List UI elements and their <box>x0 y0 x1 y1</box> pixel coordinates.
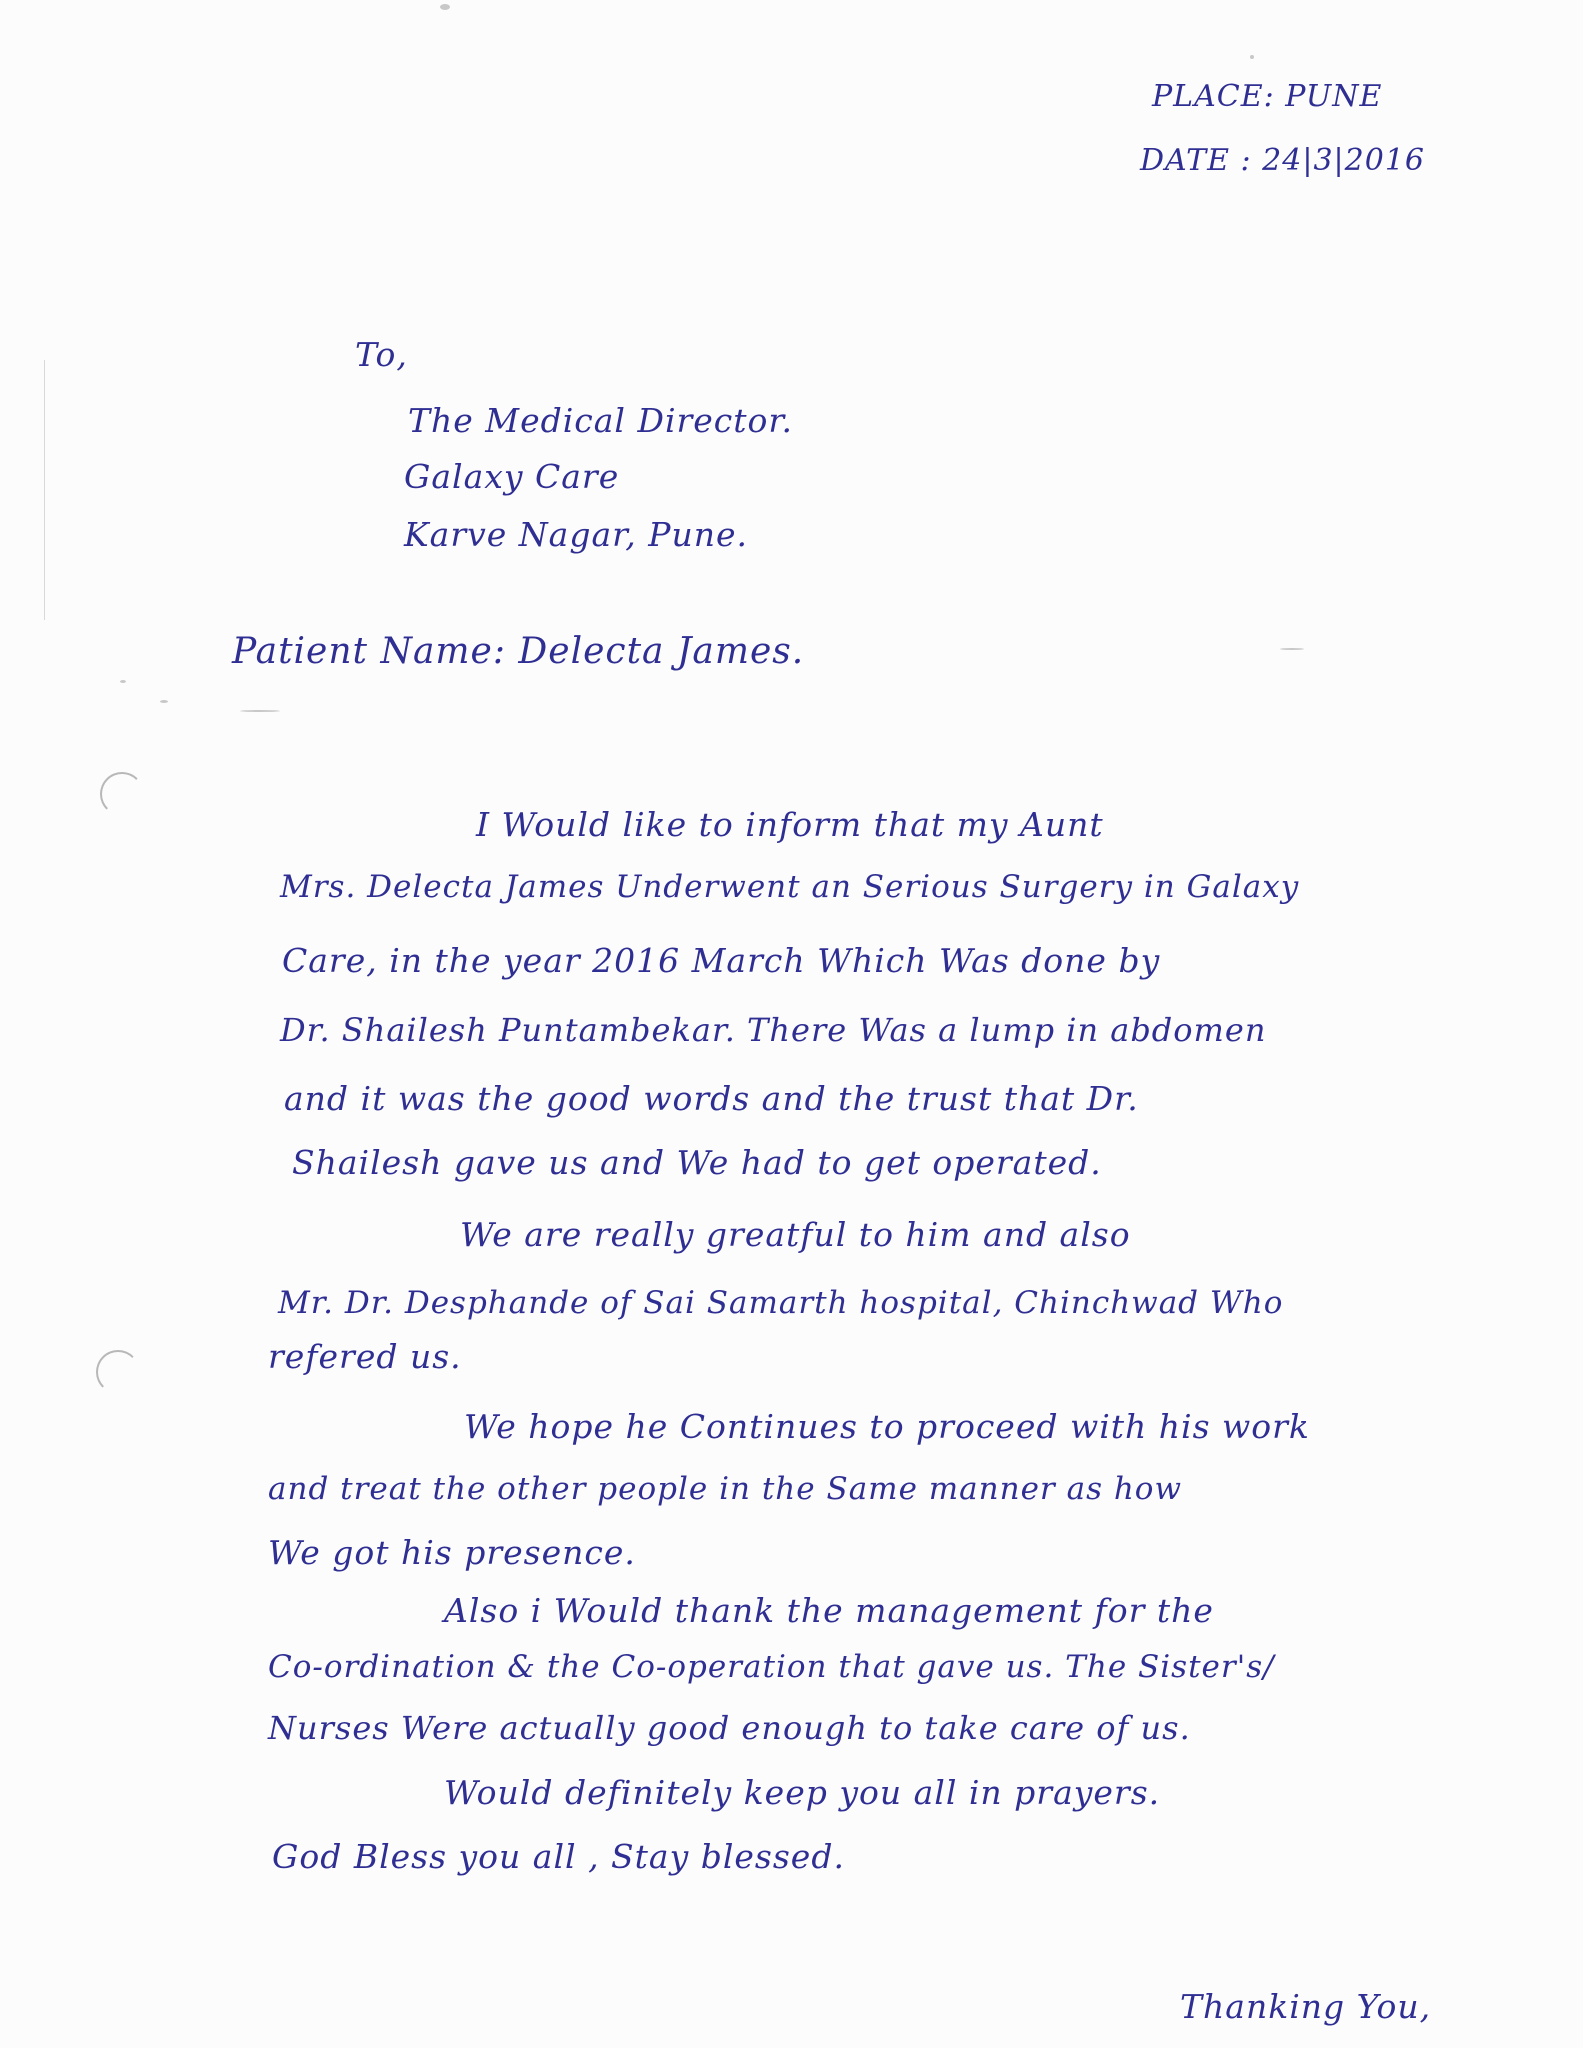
patient-name-line: Patient Name: Delecta James. <box>232 631 805 672</box>
body-line: Shailesh gave us and We had to get operated. <box>292 1143 1102 1182</box>
punch-hole <box>100 772 144 816</box>
closing-line: Thanking You, <box>1180 1987 1432 2026</box>
body-line: God Bless you all , Stay blessed. <box>272 1837 845 1876</box>
recipient-organization: Galaxy Care <box>404 457 620 496</box>
body-line: Also i Would thank the management for the <box>444 1591 1214 1630</box>
body-line: Co-ordination & the Co-operation that gave us. The Sister's/ <box>268 1649 1275 1685</box>
body-line: Care, in the year 2016 March Which Was done by <box>282 941 1161 980</box>
scan-speck <box>240 710 280 712</box>
scan-speck <box>160 700 168 703</box>
body-line: Mrs. Delecta James Underwent an Serious Surgery in Galaxy <box>280 869 1300 905</box>
scan-speck <box>1250 55 1254 59</box>
scan-speck <box>440 4 450 10</box>
body-line: We hope he Continues to proceed with his work <box>464 1407 1310 1446</box>
scan-speck <box>1280 648 1304 650</box>
page-edge-line <box>44 360 45 620</box>
body-line: I Would like to inform that my Aunt <box>476 805 1104 844</box>
body-line: Nurses Were actually good enough to take care of us. <box>268 1709 1191 1747</box>
place-line: PLACE: PUNE <box>1152 79 1383 114</box>
body-line: We are really greatful to him and also <box>460 1215 1131 1254</box>
body-line: Would definitely keep you all in prayers. <box>444 1773 1161 1812</box>
body-line: Dr. Shailesh Puntambekar. There Was a lump in abdomen <box>280 1011 1267 1049</box>
scan-speck <box>120 680 126 683</box>
date-line: DATE : 24|3|2016 <box>1140 143 1425 178</box>
salutation-to: To, <box>355 335 408 374</box>
body-line: and treat the other people in the Same manner as how <box>268 1471 1183 1507</box>
recipient-address: Karve Nagar, Pune. <box>404 515 748 554</box>
punch-hole <box>96 1350 140 1394</box>
body-line: We got his presence. <box>268 1533 636 1572</box>
recipient-title: The Medical Director. <box>408 401 794 440</box>
body-line: Mr. Dr. Desphande of Sai Samarth hospital, Chinchwad Who <box>278 1285 1284 1321</box>
body-line: refered us. <box>268 1337 462 1376</box>
body-line: and it was the good words and the trust that Dr. <box>284 1079 1139 1118</box>
